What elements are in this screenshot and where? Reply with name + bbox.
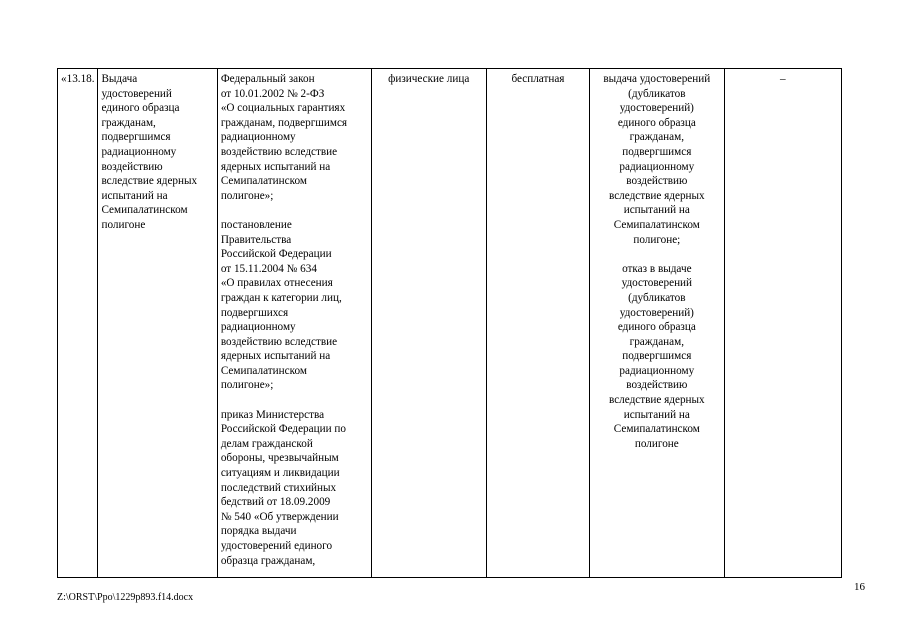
legal-basis-federal-law: Федеральный закон от 10.01.2002 № 2-ФЗ «О социальных гарантиях гражданам, подвергшимся радиационному воздействию вследствие ядерных испытаний на Семипалатинском полигоне»; <box>220 73 348 202</box>
page-number: 16 <box>854 581 865 593</box>
service-name: Выдача удостоверений единого образца гражданам, подвергшимся радиационному воздействию вследствие ядерных испытаний на Семипалатинском полигоне <box>101 73 198 231</box>
result-cell <box>590 69 725 578</box>
result-refusal: отказ в выдаче удостоверений (дубликатов удостоверений) единого образца гражданам, подвергшимся радиационному воздействию вследствие ядерных испытаний на Семипалатинском полигоне <box>608 262 705 450</box>
last-column-cell <box>724 69 841 578</box>
fee-cell <box>486 69 589 578</box>
legal-basis-government-decree: постановление Правительства Российской Федерации от 15.11.2004 № 634 «О правилах отнесения граждан к категории лиц, подвергшихся радиационному воздействию вследствие ядерных испытаний на Семипалатинском полигоне»; <box>220 218 342 392</box>
applicants: физические лица <box>388 73 470 85</box>
footer-file-path: Z:\ORST\Ppo\1229p893.f14.docx <box>57 592 194 603</box>
services-table <box>57 68 842 578</box>
row-number-cell <box>58 69 98 578</box>
result-issuance: выдача удостоверений (дубликатов удостоверений) единого образца гражданам, подвергшимся радиационному воздействию вследствие ядерных испытаний на Семипалатинском полигоне; <box>603 73 711 246</box>
legal-basis-cell <box>217 69 371 578</box>
legal-basis-ministry-order: приказ Министерства Российской Федерации по делам гражданской обороны, чрезвычайным ситуациям и ликвидации последствий стихийных бедствий от 18.09.2009 № 540 «Об утверждении порядка выдачи удостоверений единого образца гражданам, <box>220 408 346 567</box>
service-name-cell <box>98 69 217 578</box>
dash-value: – <box>779 73 786 85</box>
fee: бесплатная <box>511 73 565 85</box>
applicants-cell <box>371 69 486 578</box>
row-number: «13.18. <box>61 73 95 85</box>
table-row <box>58 69 842 578</box>
